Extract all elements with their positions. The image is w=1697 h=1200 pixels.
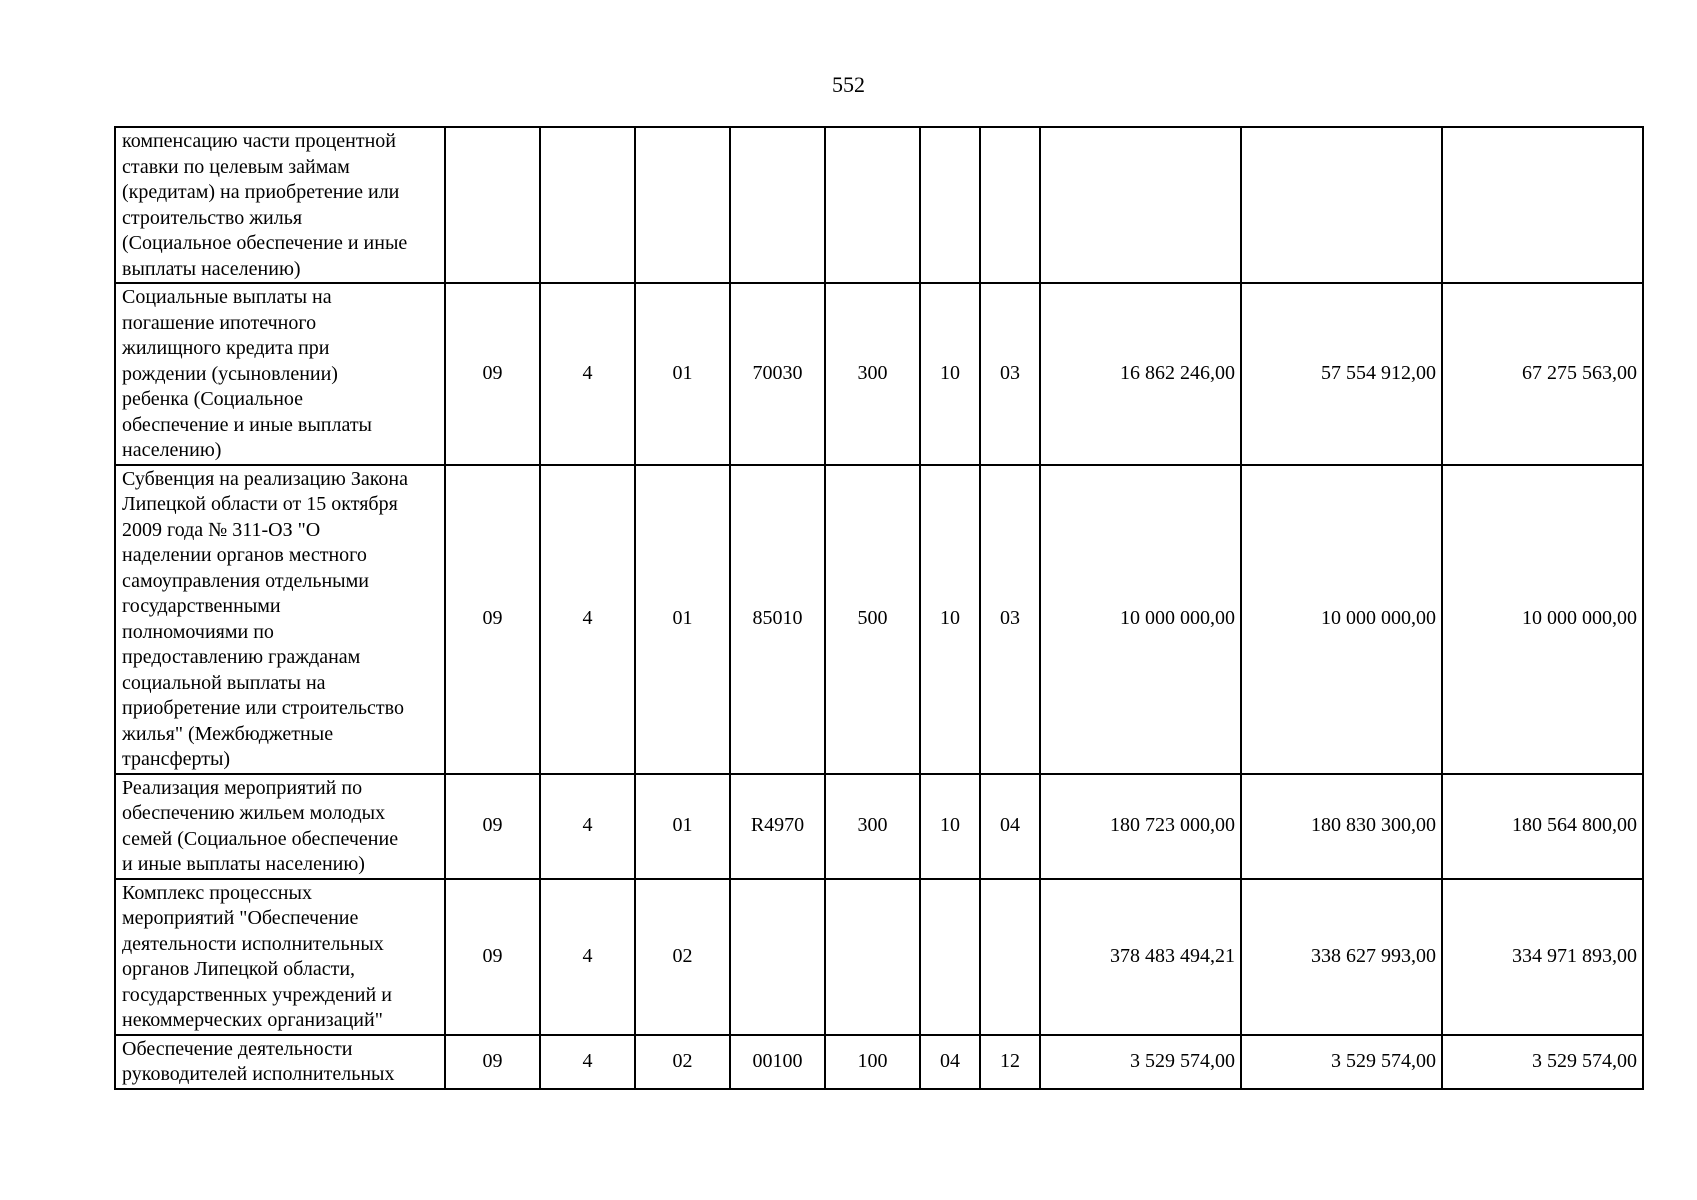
row-description bbox=[115, 879, 445, 1035]
code-cell-6: 10 bbox=[920, 465, 980, 774]
code-cell-1: 09 bbox=[445, 879, 540, 1035]
description-line: Обеспечение деятельности bbox=[122, 1037, 353, 1060]
code-cell-3: 02 bbox=[635, 879, 730, 1035]
table-row bbox=[115, 879, 1643, 1035]
code-cell-6 bbox=[920, 879, 980, 1035]
row-description bbox=[115, 774, 445, 879]
description-line: предоставлению гражданам bbox=[122, 646, 361, 668]
description-line: (кредитам) на приобретение или bbox=[122, 181, 400, 203]
code-cell-6 bbox=[920, 127, 980, 283]
code-cell-7: 04 bbox=[980, 774, 1040, 879]
row-description bbox=[115, 1035, 445, 1089]
amount-cell-3 bbox=[1442, 127, 1643, 283]
code-cell-1 bbox=[445, 127, 540, 283]
amount-cell-3: 67 275 563,00 bbox=[1442, 283, 1643, 465]
code-cell-3: 01 bbox=[635, 465, 730, 774]
code-cell-4 bbox=[730, 879, 825, 1035]
description-line: Реализация мероприятий по bbox=[122, 776, 363, 799]
description-line: приобретение или строительство bbox=[122, 697, 404, 719]
table-row bbox=[115, 774, 1643, 879]
amount-cell-2: 3 529 574,00 bbox=[1241, 1035, 1442, 1089]
code-cell-3: 01 bbox=[635, 283, 730, 465]
description-line: наделении органов местного bbox=[122, 544, 367, 566]
code-cell-7 bbox=[980, 127, 1040, 283]
amount-cell-3: 180 564 800,00 bbox=[1442, 774, 1643, 879]
code-cell-5: 300 bbox=[825, 283, 920, 465]
description-line: государственных учреждений и bbox=[122, 983, 392, 1006]
code-cell-3: 01 bbox=[635, 774, 730, 879]
amount-cell-1: 180 723 000,00 bbox=[1040, 774, 1241, 879]
amount-cell-3: 3 529 574,00 bbox=[1442, 1035, 1643, 1089]
row-description bbox=[115, 127, 445, 283]
description-line: самоуправления отдельными bbox=[122, 569, 369, 592]
description-line: ставки по целевым займам bbox=[122, 155, 350, 178]
table-row bbox=[115, 1035, 1643, 1089]
code-cell-5 bbox=[825, 879, 920, 1035]
table-row bbox=[115, 127, 1643, 283]
code-cell-3 bbox=[635, 127, 730, 283]
description-line: мероприятий "Обеспечение bbox=[122, 907, 359, 929]
code-cell-7: 03 bbox=[980, 283, 1040, 465]
table-row bbox=[115, 283, 1643, 465]
amount-cell-2 bbox=[1241, 127, 1442, 283]
description-line: трансферты) bbox=[122, 748, 231, 770]
amount-cell-2: 57 554 912,00 bbox=[1241, 283, 1442, 465]
code-cell-2: 4 bbox=[540, 283, 635, 465]
amount-cell-2: 338 627 993,00 bbox=[1241, 879, 1442, 1035]
description-line: Липецкой области от 15 октября bbox=[122, 493, 398, 515]
page-number: 552 bbox=[832, 72, 865, 97]
table-row bbox=[115, 465, 1643, 774]
code-cell-3: 02 bbox=[635, 1035, 730, 1089]
amount-cell-1: 16 862 246,00 bbox=[1040, 283, 1241, 465]
description-line: населению) bbox=[122, 439, 222, 461]
code-cell-1: 09 bbox=[445, 1035, 540, 1089]
code-cell-1: 09 bbox=[445, 465, 540, 774]
budget-table bbox=[114, 126, 1644, 1090]
amount-cell-1: 10 000 000,00 bbox=[1040, 465, 1241, 774]
description-line: погашение ипотечного bbox=[122, 311, 317, 334]
description-line: органов Липецкой области, bbox=[122, 958, 356, 980]
description-line: государственными bbox=[122, 595, 281, 617]
description-line: компенсацию части процентной bbox=[122, 130, 396, 152]
description-line: и иные выплаты населению) bbox=[122, 853, 365, 875]
description-line: выплаты населению) bbox=[122, 257, 301, 280]
code-cell-4: 00100 bbox=[730, 1035, 825, 1089]
amount-cell-3: 334 971 893,00 bbox=[1442, 879, 1643, 1035]
code-cell-2 bbox=[540, 127, 635, 283]
code-cell-1: 09 bbox=[445, 283, 540, 465]
amount-cell-2: 10 000 000,00 bbox=[1241, 465, 1442, 774]
code-cell-7: 12 bbox=[980, 1035, 1040, 1089]
description-line: обеспечение и иные выплаты bbox=[122, 413, 372, 436]
code-cell-2: 4 bbox=[540, 774, 635, 879]
description-line: Комплекс процессных bbox=[122, 881, 312, 904]
amount-cell-3: 10 000 000,00 bbox=[1442, 465, 1643, 774]
code-cell-5: 100 bbox=[825, 1035, 920, 1089]
amount-cell-1: 378 483 494,21 bbox=[1040, 879, 1241, 1035]
code-cell-7 bbox=[980, 879, 1040, 1035]
description-line: полномочиями по bbox=[122, 620, 274, 643]
description-line: жилищного кредита при bbox=[122, 337, 330, 359]
code-cell-2: 4 bbox=[540, 879, 635, 1035]
description-line: социальной выплаты на bbox=[122, 671, 326, 694]
code-cell-2: 4 bbox=[540, 465, 635, 774]
code-cell-2: 4 bbox=[540, 1035, 635, 1089]
code-cell-5 bbox=[825, 127, 920, 283]
description-line: строительство жилья bbox=[122, 206, 303, 229]
row-description bbox=[115, 465, 445, 774]
description-line: некоммерческих организаций" bbox=[122, 1009, 383, 1031]
code-cell-4 bbox=[730, 127, 825, 283]
description-line: (Социальное обеспечение и иные bbox=[122, 232, 408, 254]
description-line: деятельности исполнительных bbox=[122, 932, 384, 955]
description-line: 2009 года № 311-ОЗ "О bbox=[122, 518, 321, 541]
code-cell-5: 500 bbox=[825, 465, 920, 774]
code-cell-4: 70030 bbox=[730, 283, 825, 465]
description-line: обеспечению жильем молодых bbox=[122, 802, 386, 824]
description-line: жилья" (Межбюджетные bbox=[122, 722, 334, 745]
code-cell-4: 85010 bbox=[730, 465, 825, 774]
code-cell-7: 03 bbox=[980, 465, 1040, 774]
description-line: руководителей исполнительных bbox=[122, 1063, 395, 1085]
code-cell-4: R4970 bbox=[730, 774, 825, 879]
code-cell-6: 10 bbox=[920, 774, 980, 879]
description-line: Субвенция на реализацию Закона bbox=[122, 467, 409, 490]
description-line: рождении (усыновлении) bbox=[122, 362, 338, 385]
code-cell-6: 10 bbox=[920, 283, 980, 465]
amount-cell-2: 180 830 300,00 bbox=[1241, 774, 1442, 879]
description-line: ребенка (Социальное bbox=[122, 388, 304, 410]
description-line: семей (Социальное обеспечение bbox=[122, 827, 399, 850]
code-cell-5: 300 bbox=[825, 774, 920, 879]
amount-cell-1: 3 529 574,00 bbox=[1040, 1035, 1241, 1089]
amount-cell-1 bbox=[1040, 127, 1241, 283]
code-cell-1: 09 bbox=[445, 774, 540, 879]
code-cell-6: 04 bbox=[920, 1035, 980, 1089]
row-description bbox=[115, 283, 445, 465]
description-line: Социальные выплаты на bbox=[122, 286, 332, 308]
